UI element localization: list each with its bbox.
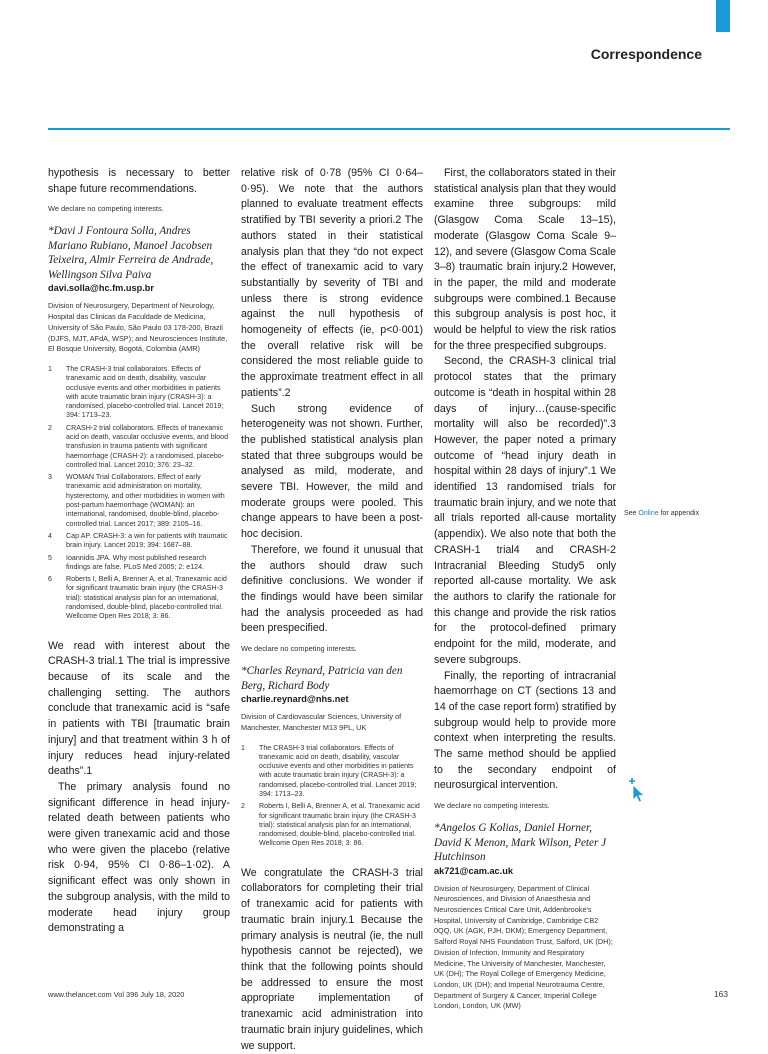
letter-paragraph: Therefore, we found it unusual that the authors should draw such definitive conclusions. We wonder if the findings would have been similar had the analysis proceeded as had been prespecified. [241,543,423,635]
reference-item: 1 The CRASH-3 trial collaborators. Effects of tranexamic acid on death, disability, vascular occlusive events and other morbidities in patients with acute traumatic brain injury (CRASH-3): a randomised, placebo-controlled trial. Lancet 2019; 394: 1713–23. [241,743,417,798]
letter-paragraph: Such strong evidence of heterogeneity was not shown. Further, the published statistical analysis plan stated that three subgroups would be analysed as mild, moderate, and severe TBI. However, the mild and moderate groups were pooled. This change appears to have been a post-hoc decision. [241,402,423,541]
reference-list [241,744,423,849]
mouse-cursor-icon [626,776,646,804]
letter-paragraph: We congratulate the CRASH-3 trial collaborators for completing their trial of tranexamic acid for patients with traumatic brain injury.1 Because the primary analysis is neutral (ie, the null hypothesis cannot be rejected), we think that the following points should be addressed to ensure the most appropriate implementation of tranexamic acid administration into traumatic brain injury guidelines, which we support. [241,866,423,1052]
author-email-link[interactable]: davi.solla@hc.fm.usp.br [48,283,154,294]
reference-item: 6 Roberts I, Belli A, Brenner A, et al. Tranexamic acid for significant traumatic brain injury (the CRASH-3 trial): statistical analysis plan for an international, randomised, double-blind, placebo-controlled trial. Wellcome Open Res 2018; 3: 86. [48,575,227,621]
affiliation: Division of Cardiovascular Sciences, University of Manchester, Manchester M13 9PL, UK [241,712,402,732]
competing-interests: We declare no competing interests. [434,801,550,811]
header-rule [48,128,730,130]
author-email-link[interactable]: ak721@cam.ac.uk [434,865,513,876]
author-list: *Davi J Fontoura Solla, Andres Mariano Rubiano, Manoel Jacobsen Teixeira, Almir Ferreira de Andrade, Wellingson Silva Paiva [48,225,214,281]
column-1 [48,166,230,937]
journal-accent-bar [716,0,730,32]
letter-paragraph: Finally, the reporting of intracranial haemorrhage on CT (sections 13 and 14 of the case report form) stratified by subgroup would help to provide more context when interpreting the results. The same method should be applied to the secondary endpoint of neurosurgical intervention. [434,669,616,792]
reference-item: 1 The CRASH-3 trial collaborators. Effects of tranexamic acid on death, disability, vascular occlusive events and other morbidities in patients with acute traumatic brain injury (CRASH-3): a randomised, placebo-controlled trial. Lancet 2019; 394: 1713–23. [48,364,224,420]
letter-paragraph: We read with interest about the CRASH-3 trial.1 The trial is impressive because of its scale and the challenging setting. The authors conclude that tranexamic acid is “safe in patients with TBI [traumatic brain injury] and that treatment within 3 h of injury reduces head injury-related deaths”.1 [48,639,230,778]
column-3 [434,166,616,1022]
letter-paragraph: First, the collaborators stated in their statistical analysis plan that they would examine three subgroups: mild (Glasgow Coma Scale 13–15), moderate (Glasgow Coma Scale 9–12), and severe (Glasgow Coma Scale 3–8) traumatic brain injury.2 However, in the paper, the mild and moderate subgroups were combined.1 Because this subgroup analysis is post hoc, it would be helpful to view the risk ratios for the three prespecified subgroups. [434,167,616,352]
appendix-margin-note: See Online for appendix [624,510,700,517]
section-title: Correspondence [590,46,702,62]
letter-paragraph: Second, the CRASH-3 clinical trial protocol states that the primary outcome is “death in hospital within 28 days of injury…(cause-specific mortality will also be recorded)”.3 However, the paper noted a primary outcome of “head injury death in hospital within 28 days of injury”.1 We identified 13 randomised trials for traumatic brain injury, and we note that all trials reported all-cause mortality (appendix). We also note that both the CRASH-1 trial4 and CRASH-2 Intracranial Bleeding Study5 only reported all-cause mortality. We ask the authors to clarify the rationale for this change and provide the risk ratios for the protocol-defined primary endpoint for the mild, moderate, and severe subgroups. [434,355,616,666]
affiliation: Division of Neurosurgery, Department of Neurology, Hospital das Clinicas da Faculdade de Medicina, University of São Paulo, São Paulo 03 178-200, Brazil (DJFS, MJT, AFdA, WSP); and Neurosciences Institute, El Bosque University, Bogotá, Colombia (AMR) [48,301,228,354]
reference-item: 2 Roberts I, Belli A, Brenner A, et al. Tranexamic acid for significant traumatic brain injury (the CRASH-3 trial): statistical analysis plan for an international, randomised, double-blind, placebo-controlled trial. Wellcome Open Res 2018; 3: 86. [241,802,420,848]
competing-interests: We declare no competing interests. [241,644,357,654]
competing-interests: We declare no competing interests. [48,204,164,214]
intro-paragraph: hypothesis is necessary to better shape future recommendations. [48,167,230,195]
reference-item: 5 Ioannidis JPA. Why most published research findings are false. PLoS Med 2005; 2: e124. [48,553,207,571]
footer-journal-info: www.thelancet.com Vol 396 July 18, 2020 [48,990,185,999]
reference-list [48,365,230,622]
online-appendix-link[interactable]: Online [638,510,659,517]
letter-paragraph: relative risk of 0·78 (95% CI 0·64–0·95). We note that the authors planned to evaluate treatment effects stratified by TBI severity a priori.2 The authors stated in their statistical analysis plan that they “do not expect the effect of tranexamic acid to vary substantially by severity of TBI and unless there is strong evidence against the null hypothesis of homogeneity of effects (ie, p<0·001) the overall relative risk will be considered the most reliable guide to the approximate treatment effect in all patients”.2 [241,167,423,399]
author-list: *Angelos G Kolias, Daniel Horner, David K Menon, Mark Wilson, Peter J Hutchinson [434,822,607,864]
affiliation: Division of Neurosurgery, Department of Clinical Neurosciences, and Division of Anaesthesia and Neurosciences Critical Care Unit, Addenbrooke's Hospital, University of Cambridge, Cambridge CB2 0QQ, UK (AGK, PJH, DKM); Emergency Department, Salford Royal NHS Foundation Trust, Salford, UK (DH); Division of Infection, Immunity and Respiratory Medicine, The University of Manchester, Manchester, UK (DH); The Royal College of Emergency Medicine, London, UK (DH); and Imperial Neurotrauma Centre, Department of Surgery & Cancer, Imperial College London, London, UK (MW) [434,883,613,1011]
reference-item: 3 WOMAN Trial Collaborators. Effect of early tranexamic acid administration on mortality, hysterectomy, and other morbidities in women with post-partum haemorrhage (WOMAN): an international, randomised, double-blind, placebo-controlled trial. Lancet 2017; 389: 2105–16. [48,473,225,528]
letter-paragraph: The primary analysis found no significant difference in head injury-related death between patients who were given tranexamic acid and those who were given the placebo (relative risk 0·94, 95% CI 0·86–1·02). A significant effect was only shown in the subgroup analysis, with the mild to moderate head injury group demonstrating a [48,780,230,935]
author-email-link[interactable]: charlie.reynard@nhs.net [241,694,349,705]
reference-item: 4 Cap AP. CRASH-3: a win for patients with traumatic brain injury. Lancet 2019; 394: 1687–88. [48,531,228,550]
reference-item: 2 CRASH-2 trial collaborators. Effects of tranexamic acid on death, vascular occlusive events, and blood transfusion in trauma patients with significant haemorrhage (CRASH-2): a randomised, placebo-controlled trial. Lancet 2010; 376: 23–32. [48,423,229,469]
column-2 [241,166,423,1054]
author-list: *Charles Reynard, Patricia van den Berg, Richard Body [241,665,403,692]
page-number: 163 [714,989,728,999]
